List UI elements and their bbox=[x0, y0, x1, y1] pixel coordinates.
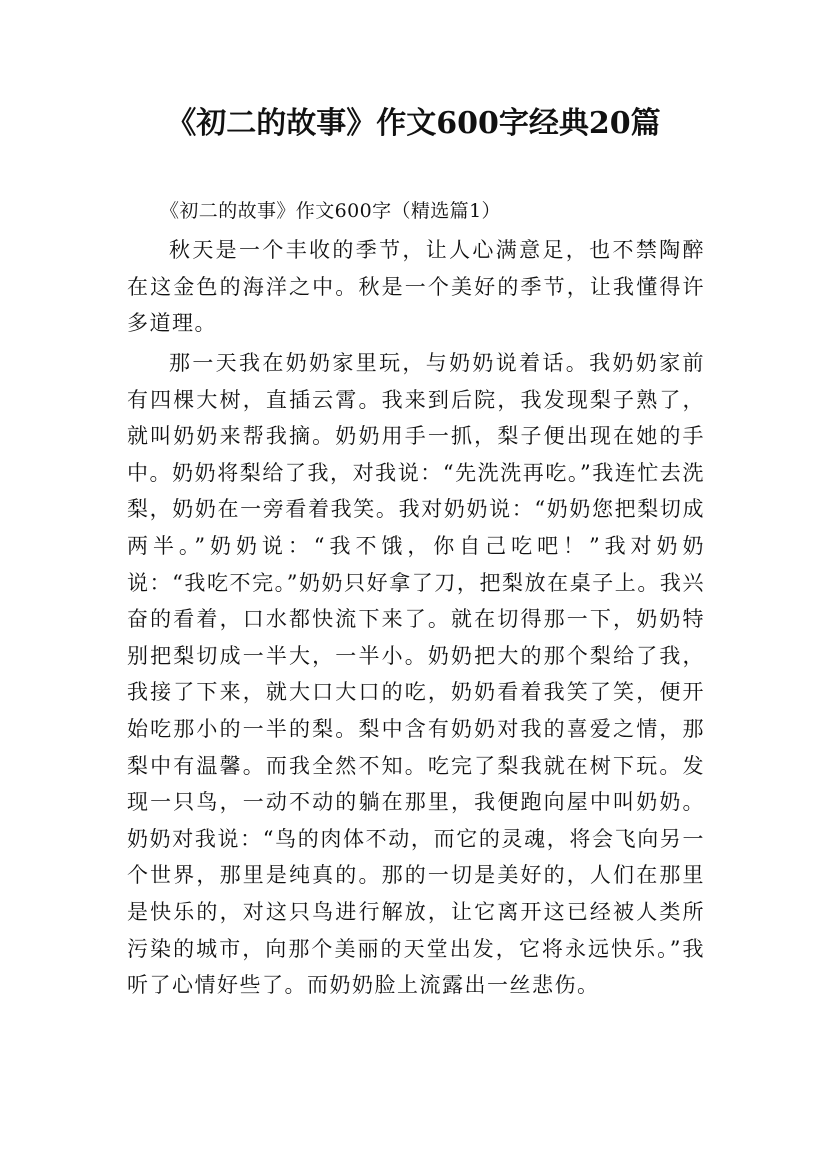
document-title: 《初二的故事》作文600字经典20篇 bbox=[166, 106, 661, 141]
section-heading: 《初二的故事》作文600字（精选篇1） bbox=[160, 200, 501, 222]
paragraph-2: 那一天我在奶奶家里玩，与奶奶说着话。我奶奶家前有四棵大树，直插云霄。我来到后院，我发现梨子熟了，就叫奶奶来帮我摘。奶奶用手一抓，梨子便出现在她的手中。奶奶将梨给了我，对我说：“先洗洗再吃。”我连忙去洗梨，奶奶在一旁看着我笑。我对奶奶说：“奶奶您把梨切成两半。”奶奶说：“我不饿，你自己吃吧！”我对奶奶说：“我吃不完。”奶奶只好拿了刀，把梨放在桌子上。我兴奋的看着，口水都快流下来了。就在切得那一下，奶奶特别把梨切成一半大，一半小。奶奶把大的那个梨给了我，我接了下来，就大口大口的吃，奶奶看着我笑了笑，便开始吃那小的一半的梨。梨中含有奶奶对我的喜爱之情，那梨中有温馨。而我全然不知。吃完了梨我就在树下玩。发现一只鸟，一动不动的躺在那里，我便跑向屋中叫奶奶。奶奶对我说：“鸟的肉体不动，而它的灵魂，将会飞向另一个世界，那里是纯真的。那的一切是美好的，人们在那里是快乐的，对这只鸟进行解放，让它离开这已经被人类所污染的城市，向那个美丽的天堂出发，它将永远快乐。”我听了心情好些了。而奶奶脸上流露出一丝悲伤。 bbox=[127, 351, 705, 998]
paragraph-1: 秋天是一个丰收的季节，让人心满意足，也不禁陶醉在这金色的海洋之中。秋是一个美好的季节，让我懂得许多道理。 bbox=[127, 238, 705, 336]
